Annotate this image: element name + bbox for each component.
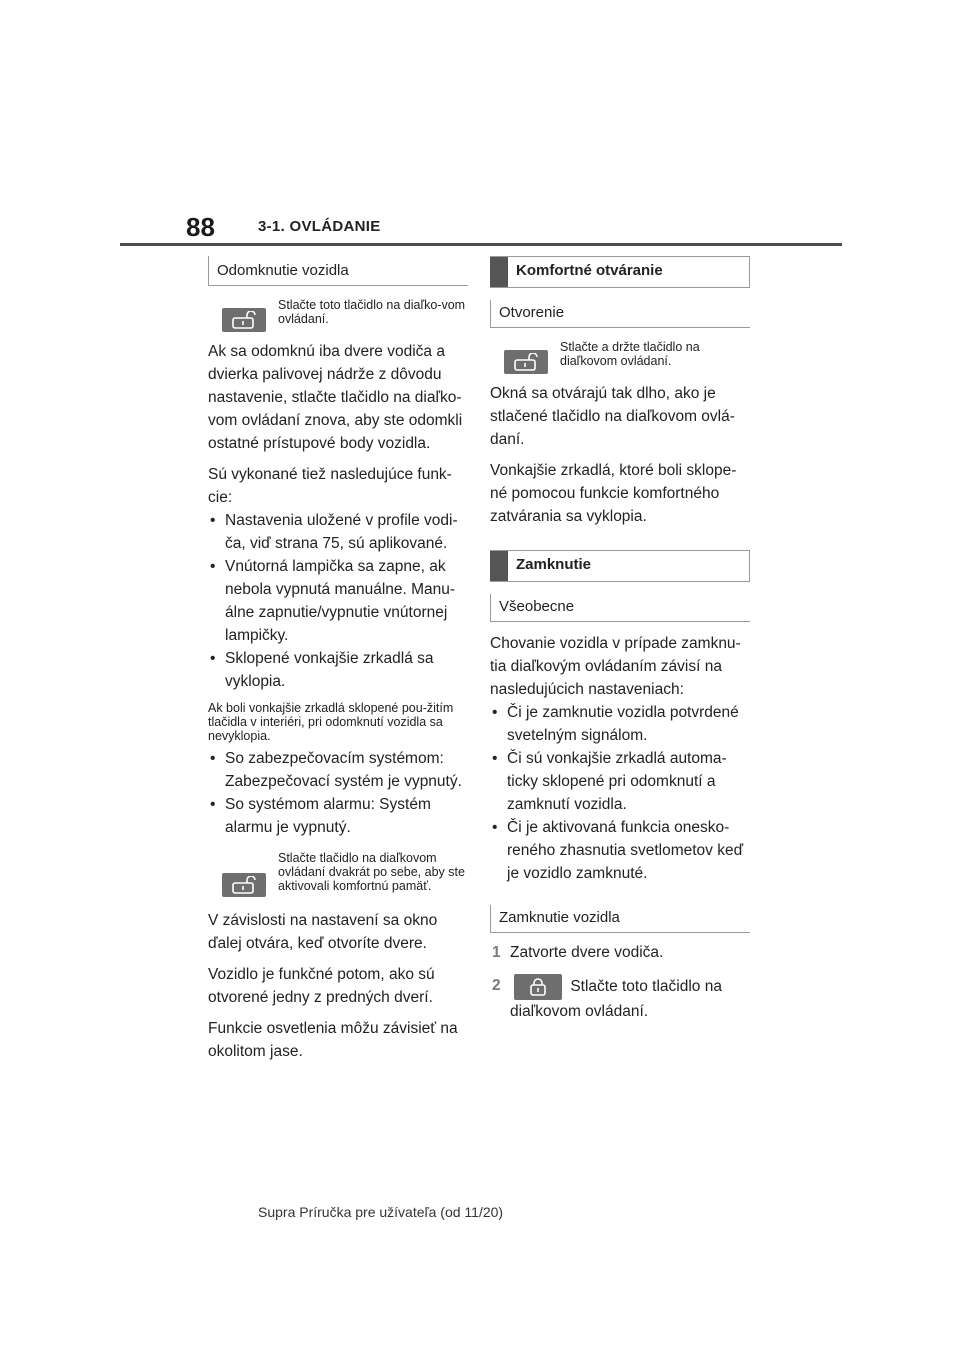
- list-item: • Sklopené vonkajšie zrkadlá sa vyklopia.: [208, 647, 468, 693]
- unlock-key-icon: [504, 350, 548, 374]
- left-column: [208, 256, 468, 1071]
- section-bar: [490, 551, 508, 581]
- paragraph: Funkcie osvetlenia môžu závisieť na okolitom jase.: [208, 1020, 458, 1060]
- unlock-key-icon: [222, 308, 266, 332]
- unlock-key-icon: [222, 873, 266, 897]
- comfort-button-caption: Stlačte tlačidlo na diaľkovom ovládaní dvakrát po sebe, aby ste aktivovali komfortnú pamäť.: [278, 851, 465, 893]
- sub-heading: Všeobecne: [490, 594, 750, 622]
- comfort-button-row: [208, 851, 468, 897]
- list-item: • Či je aktivovaná funkcia onesko-reného zhasnutia svetlometov keď je vozidlo zamknuté.: [490, 816, 750, 885]
- section-title: Komfortné otváranie: [516, 262, 663, 279]
- footer-text: Supra Príručka pre užívateľa (od 11/20): [258, 1204, 504, 1220]
- list-item: • Nastavenia uložené v profile vodi-ča, viď strana 75, sú aplikované.: [208, 509, 468, 555]
- paragraph: Chovanie vozidla v prípade zamknu-tia diaľkovým ovládaním závisí na nasledujúcich nastaveniach:: [490, 635, 741, 698]
- step-2: [490, 974, 750, 1023]
- unlock-button-caption: Stlačte toto tlačidlo na diaľko-vom ovládaní.: [278, 298, 466, 326]
- sub-heading: Otvorenie: [490, 300, 750, 328]
- chapter-title: 3-1. OVLÁDANIE: [258, 218, 381, 235]
- bullet-list: [208, 747, 468, 839]
- paragraph: Vonkajšie zrkadlá, ktoré boli sklope-né pomocou funkcie komfortného zatvárania sa vyklopia.: [490, 462, 737, 525]
- step-text: Stlačte toto tlačidlo na diaľkovom ovládaní.: [510, 978, 722, 1020]
- sub-heading: Zamknutie vozidla: [490, 905, 750, 933]
- section-box-comfort-open: [490, 256, 750, 288]
- open-button-row: [490, 340, 750, 374]
- section-box-locking: [490, 550, 750, 582]
- section-bar: [490, 257, 508, 287]
- open-button-caption: Stlačte a držte tlačidlo na diaľkovom ovládaní.: [560, 340, 700, 368]
- right-column: [490, 256, 750, 1023]
- paragraph: Okná sa otvárajú tak dlho, ako je stlačené tlačidlo na diaľkovom ovlá-daní.: [490, 385, 735, 448]
- lock-key-icon: [514, 974, 562, 1000]
- section-title: Zamknutie: [516, 556, 592, 573]
- header-rule: [120, 243, 842, 246]
- section-title-unlock: Odomknutie vozidla: [208, 256, 468, 286]
- note-text: Ak boli vonkajšie zrkadlá sklopené pou-žitím tlačidla v interiéri, pri odomknutí vozidla sa nevyklopia.: [208, 701, 454, 743]
- paragraph: V závislosti na nastavení sa okno ďalej otvára, keď otvoríte dvere.: [208, 912, 438, 952]
- page-number: 88: [186, 212, 215, 242]
- bullet-list: [490, 701, 750, 885]
- step-text: Zatvorte dvere vodiča.: [510, 944, 664, 961]
- list-item: • Vnútorná lampička sa zapne, ak nebola vypnutá manuálne. Manu-álne zapnutie/vypnutie vnútornej lampičky.: [208, 555, 468, 647]
- list-item: • So systémom alarmu: Systém alarmu je vypnutý.: [208, 793, 468, 839]
- step-number: 2: [492, 977, 501, 994]
- unlock-button-row: [208, 298, 468, 332]
- bullet-list: [208, 509, 468, 693]
- paragraph: Ak sa odomknú iba dvere vodiča a dvierka palivovej nádrže z dôvodu nastavenie, stlačte tlačidlo na diaľko-vom ovládaní znova, aby ste odomkli ostatné prístupové body vozidla.: [208, 343, 463, 452]
- list-item: • Či sú vonkajšie zrkadlá automa-ticky sklopené pri odomknutí a zamknutí vozidla.: [490, 747, 750, 816]
- step-number: 1: [492, 944, 501, 961]
- step-1: [490, 941, 750, 964]
- paragraph: Vozidlo je funkčné potom, ako sú otvorené jedny z predných dverí.: [208, 966, 435, 1006]
- list-item: • Či je zamknutie vozidla potvrdené svetelným signálom.: [490, 701, 750, 747]
- paragraph: Sú vykonané tiež nasledujúce funk-cie:: [208, 466, 452, 506]
- list-item: • So zabezpečovacím systémom: Zabezpečovací systém je vypnutý.: [208, 747, 468, 793]
